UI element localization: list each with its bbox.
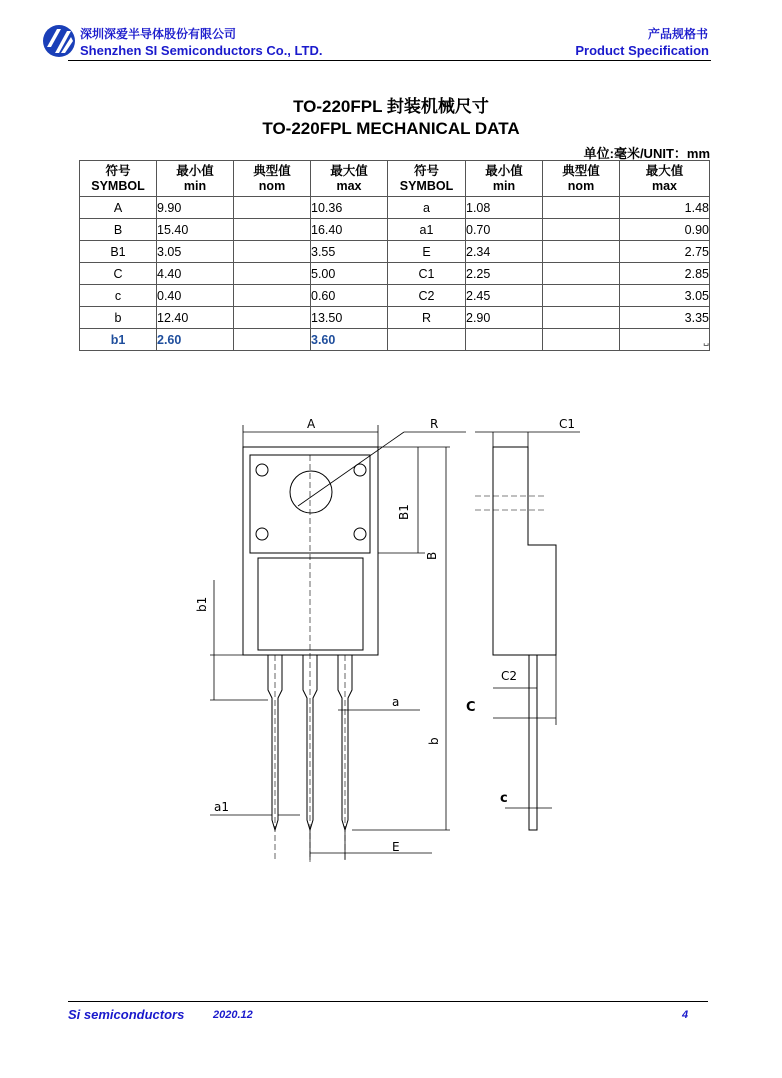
symbol-cell: A: [80, 197, 157, 219]
min-cell: 3.05: [157, 241, 234, 263]
header-cell: 符号 SYMBOL: [80, 161, 157, 197]
dim-label-e: E: [392, 840, 400, 854]
nom-cell: [234, 285, 311, 307]
nom-cell: [543, 329, 620, 351]
min-cell: 0.70: [466, 219, 543, 241]
table-row: [80, 285, 710, 307]
package-lower-body: [258, 558, 363, 650]
dim-label-a-width: A: [307, 417, 316, 431]
symbol-cell: B1: [80, 241, 157, 263]
company-name-en: Shenzhen SI Semiconductors Co., LTD.: [80, 43, 323, 58]
dim-label-c-total: C: [466, 700, 476, 715]
table-row: [80, 197, 710, 219]
nom-cell: [234, 307, 311, 329]
header-cell: 最大值 max: [311, 161, 388, 197]
nom-cell: [543, 197, 620, 219]
dimension-table: [79, 160, 710, 351]
max-cell: 0.60: [311, 285, 388, 307]
min-cell: 15.40: [157, 219, 234, 241]
min-cell: [466, 329, 543, 351]
max-cell: 2.85: [620, 263, 710, 285]
mounting-hole: [290, 471, 332, 513]
min-cell: 2.34: [466, 241, 543, 263]
dim-label-b-lead: b: [427, 737, 441, 745]
symbol-cell: a: [388, 197, 466, 219]
header-cell: 典型值 nom: [543, 161, 620, 197]
max-cell: 3.60: [311, 329, 388, 351]
symbol-cell: b1: [80, 329, 157, 351]
package-body-front: [243, 447, 378, 655]
symbol-cell: C: [80, 263, 157, 285]
dim-label-b1-height: B1: [397, 504, 411, 520]
lead-side: [529, 655, 537, 830]
table-row: [80, 307, 710, 329]
min-cell: 4.40: [157, 263, 234, 285]
min-cell: 9.90: [157, 197, 234, 219]
min-cell: 0.40: [157, 285, 234, 307]
symbol-cell: c: [80, 285, 157, 307]
dim-label-r: R: [430, 417, 439, 431]
max-cell: 1.48: [620, 197, 710, 219]
dim-label-c1: C1: [559, 417, 576, 431]
max-cell: 3.35: [620, 307, 710, 329]
page-title-cn: TO-220FPL 封装机械尺寸: [293, 97, 489, 116]
nom-cell: [234, 197, 311, 219]
table-row: [80, 241, 710, 263]
max-cell: 10.36: [311, 197, 388, 219]
max-cell: 2.75: [620, 241, 710, 263]
dim-label-b1-lead: b1: [195, 596, 209, 612]
header-cell: 最大值 max: [620, 161, 710, 197]
footer-divider: [68, 1001, 708, 1002]
corner-hole: [354, 528, 366, 540]
min-cell: 2.90: [466, 307, 543, 329]
table-row-highlight: [80, 329, 710, 351]
page-title-en: TO-220FPL MECHANICAL DATA: [262, 119, 520, 138]
mechanical-drawing: [180, 405, 580, 865]
header-cell: 最小值 min: [157, 161, 234, 197]
page-number: 4: [682, 1009, 689, 1021]
nom-cell: [234, 263, 311, 285]
dim-label-c2: C2: [501, 669, 518, 683]
corner-hole: [256, 528, 268, 540]
dim-label-a1: a1: [214, 800, 229, 814]
package-body-side: [493, 447, 556, 655]
symbol-cell: [388, 329, 466, 351]
symbol-cell: E: [388, 241, 466, 263]
nom-cell: [234, 329, 311, 351]
max-cell: 16.40: [311, 219, 388, 241]
nom-cell: [234, 219, 311, 241]
corner-hole: [256, 464, 268, 476]
unit-label: 单位:毫米/UNIT：mm: [583, 146, 710, 161]
symbol-cell: B: [80, 219, 157, 241]
dim-label-c-thickness: c: [500, 791, 508, 806]
nom-cell: [543, 285, 620, 307]
header-cell: 典型值 nom: [234, 161, 311, 197]
min-cell: 12.40: [157, 307, 234, 329]
min-cell: 2.45: [466, 285, 543, 307]
header-cell: 最小值 min: [466, 161, 543, 197]
symbol-cell: C1: [388, 263, 466, 285]
paragraph-mark: ␣: [703, 336, 709, 346]
min-cell: 2.60: [157, 329, 234, 351]
doc-type-en: Product Specification: [575, 43, 709, 58]
table-header-row: [80, 161, 710, 197]
max-cell: 3.55: [311, 241, 388, 263]
nom-cell: [543, 241, 620, 263]
symbol-cell: b: [80, 307, 157, 329]
header-divider: [68, 60, 711, 61]
dim-label-a-lead: a: [392, 695, 400, 709]
max-cell: 13.50: [311, 307, 388, 329]
company-name-cn: 深圳深爱半导体股份有限公司: [80, 27, 237, 41]
max-cell: 0.90: [620, 219, 710, 241]
table-row: [80, 263, 710, 285]
nom-cell: [234, 241, 311, 263]
footer-date: 2020.12: [213, 1009, 253, 1021]
table-row: [80, 219, 710, 241]
nom-cell: [543, 219, 620, 241]
min-cell: 1.08: [466, 197, 543, 219]
doc-type-cn: 产品规格书: [647, 27, 708, 41]
dim-label-b-height: B: [425, 551, 439, 560]
nom-cell: [543, 307, 620, 329]
si-logo-icon: [41, 23, 77, 59]
max-cell: 5.00: [311, 263, 388, 285]
nom-cell: [543, 263, 620, 285]
symbol-cell: R: [388, 307, 466, 329]
min-cell: 2.25: [466, 263, 543, 285]
symbol-cell: a1: [388, 219, 466, 241]
max-cell: 3.05: [620, 285, 710, 307]
footer-company: Si semiconductors: [68, 1007, 185, 1022]
symbol-cell: C2: [388, 285, 466, 307]
max-cell: [620, 329, 710, 351]
header-cell: 符号 SYMBOL: [388, 161, 466, 197]
